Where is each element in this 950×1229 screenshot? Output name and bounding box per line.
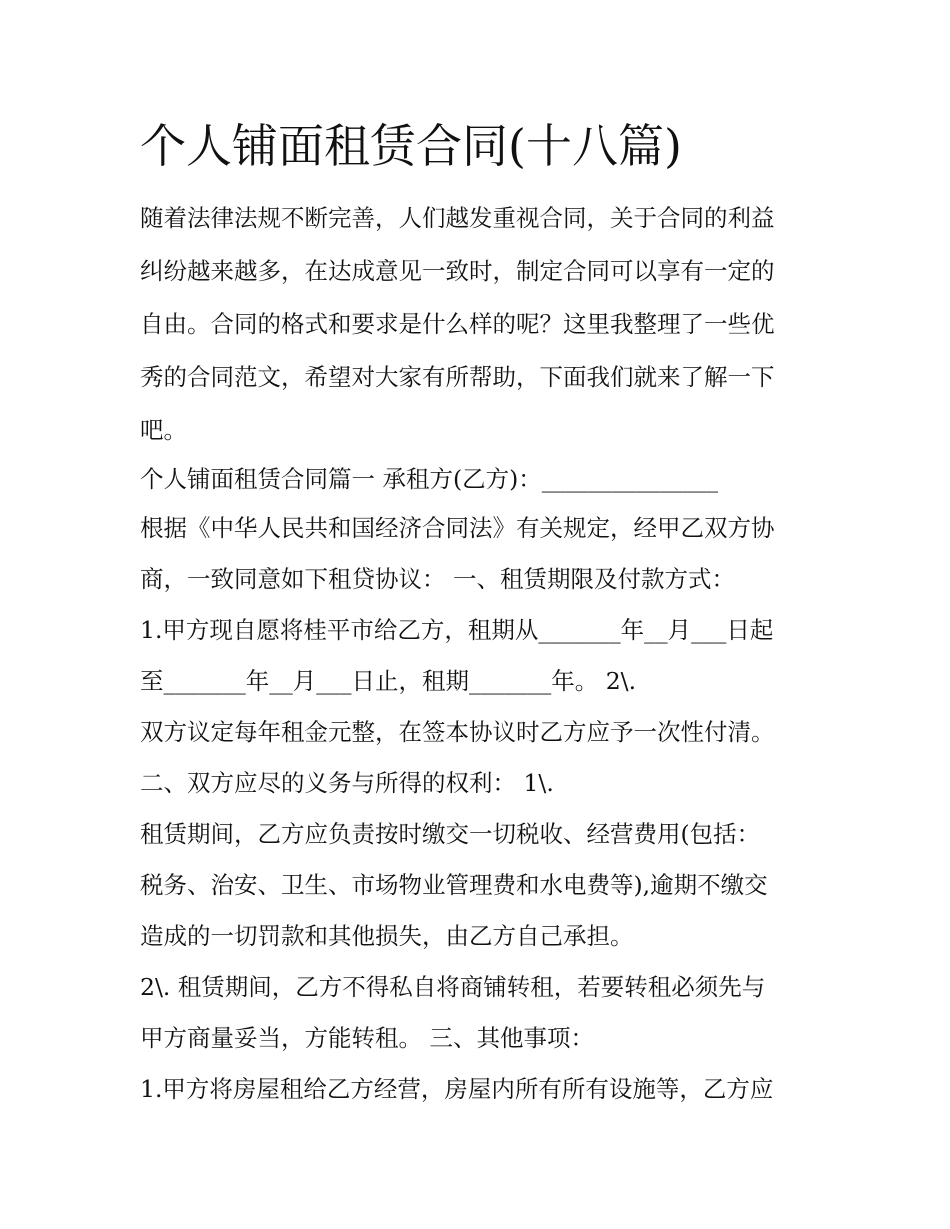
paragraph-line: 税务、治安、卫生、市场物业管理费和水电费等),逾期不缴交	[140, 871, 768, 899]
paragraph-line: 1.甲方现自愿将桂平市给乙方，租期从_______年__月___日起	[140, 616, 774, 644]
paragraph-line: 随着法律法规不断完善，人们越发重视合同，关于合同的利益	[140, 204, 775, 232]
paragraph-line: 租赁期间，乙方应负责按时缴交一切税收、经营费用(包括：	[140, 820, 761, 848]
paragraph-line: 自由。合同的格式和要求是什么样的呢？这里我整理了一些优	[140, 310, 775, 338]
paragraph-line: 1.甲方将房屋租给乙方经营，房屋内所有所有设施等，乙方应	[140, 1075, 774, 1103]
paragraph-line: 甲方商量妥当，方能转租。 三、其他事项：	[140, 1024, 594, 1052]
paragraph-line: 纠纷越来越多，在达成意见一致时，制定合同可以享有一定的	[140, 257, 775, 285]
paragraph-line: 至_______年__月___日止，租期_______年。 2\.	[140, 667, 637, 695]
paragraph-line: 根据《中华人民共和国经济合同法》有关规定，经甲乙双方协	[140, 514, 775, 542]
paragraph-line: 秀的合同范文，希望对大家有所帮助，下面我们就来了解一下	[140, 363, 775, 391]
paragraph-line: 个人铺面租赁合同篇一 承租方(乙方)：_______________	[140, 465, 719, 493]
paragraph-line: 造成的一切罚款和其他损失，由乙方自己承担。	[140, 922, 634, 950]
paragraph-line: 吧。	[140, 416, 187, 444]
document-title: 个人铺面租赁合同(十八篇)	[140, 119, 682, 173]
paragraph-line: 二、双方应尽的义务与所得的权利： 1\.	[140, 769, 554, 797]
paragraph-line: 商，一致同意如下租贷协议： 一、租赁期限及付款方式：	[140, 565, 735, 593]
paragraph-line: 双方议定每年租金元整，在签本协议时乙方应予一次性付清。	[140, 718, 775, 746]
paragraph-line: 2\. 租赁期间，乙方不得私自将商铺转租，若要转租必须先与	[140, 973, 766, 1001]
